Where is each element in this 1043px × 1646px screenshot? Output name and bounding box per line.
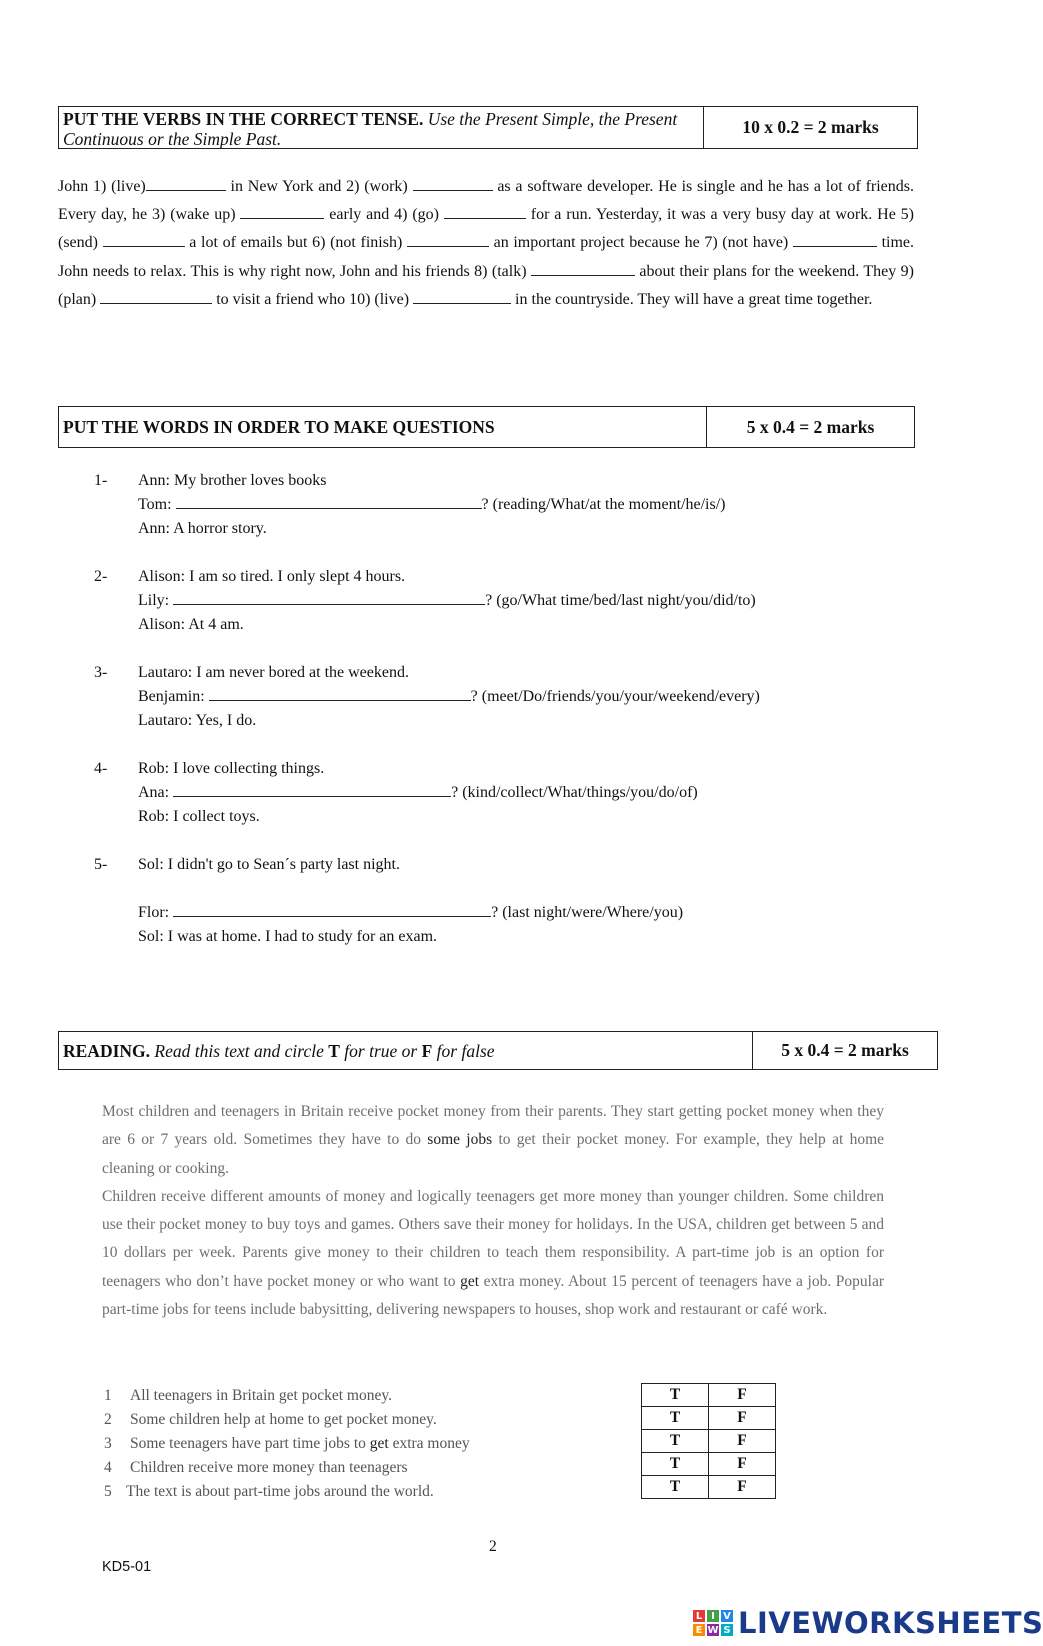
section2-marks: 5 x 0.4 = 2 marks <box>746 416 875 437</box>
true-option[interactable]: T <box>642 1407 709 1430</box>
question-number: 2- <box>94 568 108 585</box>
false-option[interactable]: F <box>709 1476 776 1499</box>
statement-3: 3 Some teenagers have part time jobs to get extra money <box>104 1435 470 1452</box>
verb-blank-1[interactable] <box>146 176 226 191</box>
true-option[interactable]: T <box>642 1430 709 1453</box>
logo-mark-icon: L I V E W S <box>693 1610 733 1636</box>
section2-title: PUT THE WORDS IN ORDER TO MAKE QUESTIONS <box>59 407 707 447</box>
false-option[interactable]: F <box>709 1384 776 1407</box>
section1-instructions <box>59 107 704 148</box>
question-number: 4- <box>94 760 108 777</box>
question-number: 5- <box>94 856 108 873</box>
verb-blank-4[interactable] <box>444 204 526 219</box>
tf-row-2 <box>642 1407 776 1430</box>
verb-blank-10[interactable] <box>413 289 511 304</box>
statement-5: 5 The text is about part-time jobs around the world. <box>104 1483 434 1500</box>
true-false-table <box>641 1383 776 1499</box>
section1-marks: 10 x 0.2 = 2 marks <box>742 117 879 137</box>
false-option[interactable]: F <box>709 1407 776 1430</box>
reading-passage <box>102 1098 884 1324</box>
verb-blank-8[interactable] <box>531 261 635 276</box>
statement-1: 1 All teenagers in Britain get pocket money. <box>104 1387 392 1404</box>
true-option[interactable]: T <box>642 1453 709 1476</box>
answer-blank-5[interactable] <box>173 901 491 917</box>
verb-blank-9[interactable] <box>100 289 212 304</box>
page-number: 2 <box>489 1538 497 1555</box>
statement-4: 4 Children receive more money than teenagers <box>104 1459 408 1476</box>
question-number: 3- <box>94 664 108 681</box>
tf-row-3 <box>642 1430 776 1453</box>
section1-subtitle: Use the Present Simple, the Present Continuous or the Simple Past. <box>63 109 678 149</box>
reading-paragraph-2: Children receive different amounts of money and logically teenagers get more money than younger children. Some children use their pocket money to buy toys and games. Others save their money for holidays. In the USA, children get between 5 and 10 dollars per week. Parents give money to their children to teach them responsibility. A part-time job is an option for teenagers who don’t have pocket money or who want to get extra money. About 15 percent of teenagers have a job. Popular part-time jobs for teens include babysitting, delivering newspapers to houses, shop work and restaurant or café work. <box>102 1187 884 1319</box>
verb-blank-7[interactable] <box>793 232 877 247</box>
statement-2: 2 Some children help at home to get pocket money. <box>104 1411 437 1428</box>
verb-tense-paragraph: John 1) (live) in New York and 2) (work) as a software developer. He is single and he has a lot of friends. Every day, he 3) (wake up) early and 4) (go) for a run. Yesterday, it was a very busy day at work. He 5) (send) a lot of emails but 6) (not finish) an important project because he 7) (not have) time. John needs to relax. This is why right now, John and his friends 8) (talk) about their plans for the weekend. They 9) (plan) to visit a friend who 10) (live) in the countryside. They will have a great time together. <box>58 178 915 308</box>
section1-header <box>58 106 918 149</box>
answer-blank-4[interactable] <box>173 781 451 797</box>
section3-header <box>58 1031 938 1070</box>
document-code: KD5-01 <box>102 1559 152 1575</box>
true-option[interactable]: T <box>642 1476 709 1499</box>
answer-blank-3[interactable] <box>209 685 471 701</box>
reading-paragraph-1: Most children and teenagers in Britain receive pocket money from their parents. They start getting pocket money when they are 6 or 7 years old. Sometimes they have to do some jobs to get their pocket money. For example, they help at home cleaning or cooking. <box>102 1103 885 1177</box>
logo-text: LIVEWORKSHEETS <box>738 1606 1043 1640</box>
tf-row-1 <box>642 1384 776 1407</box>
liveworksheets-logo <box>693 1606 1043 1640</box>
question-number: 1- <box>94 472 108 489</box>
section1-title: PUT THE VERBS IN THE CORRECT TENSE. <box>63 109 424 129</box>
verb-blank-3[interactable] <box>240 204 324 219</box>
verb-blank-2[interactable] <box>413 176 493 191</box>
answer-blank-1[interactable] <box>176 493 482 509</box>
answer-blank-2[interactable] <box>173 589 485 605</box>
true-option[interactable]: T <box>642 1384 709 1407</box>
tf-row-4 <box>642 1453 776 1476</box>
verb-blank-6[interactable] <box>407 232 489 247</box>
verb-blank-5[interactable] <box>103 232 185 247</box>
section3-instructions: READING. Read this text and circle T for true or F for false <box>59 1032 753 1069</box>
tf-row-5 <box>642 1476 776 1499</box>
section3-marks: 5 x 0.4 = 2 marks <box>781 1040 909 1060</box>
false-option[interactable]: F <box>709 1430 776 1453</box>
false-option[interactable]: F <box>709 1453 776 1476</box>
section2-header <box>58 406 915 448</box>
